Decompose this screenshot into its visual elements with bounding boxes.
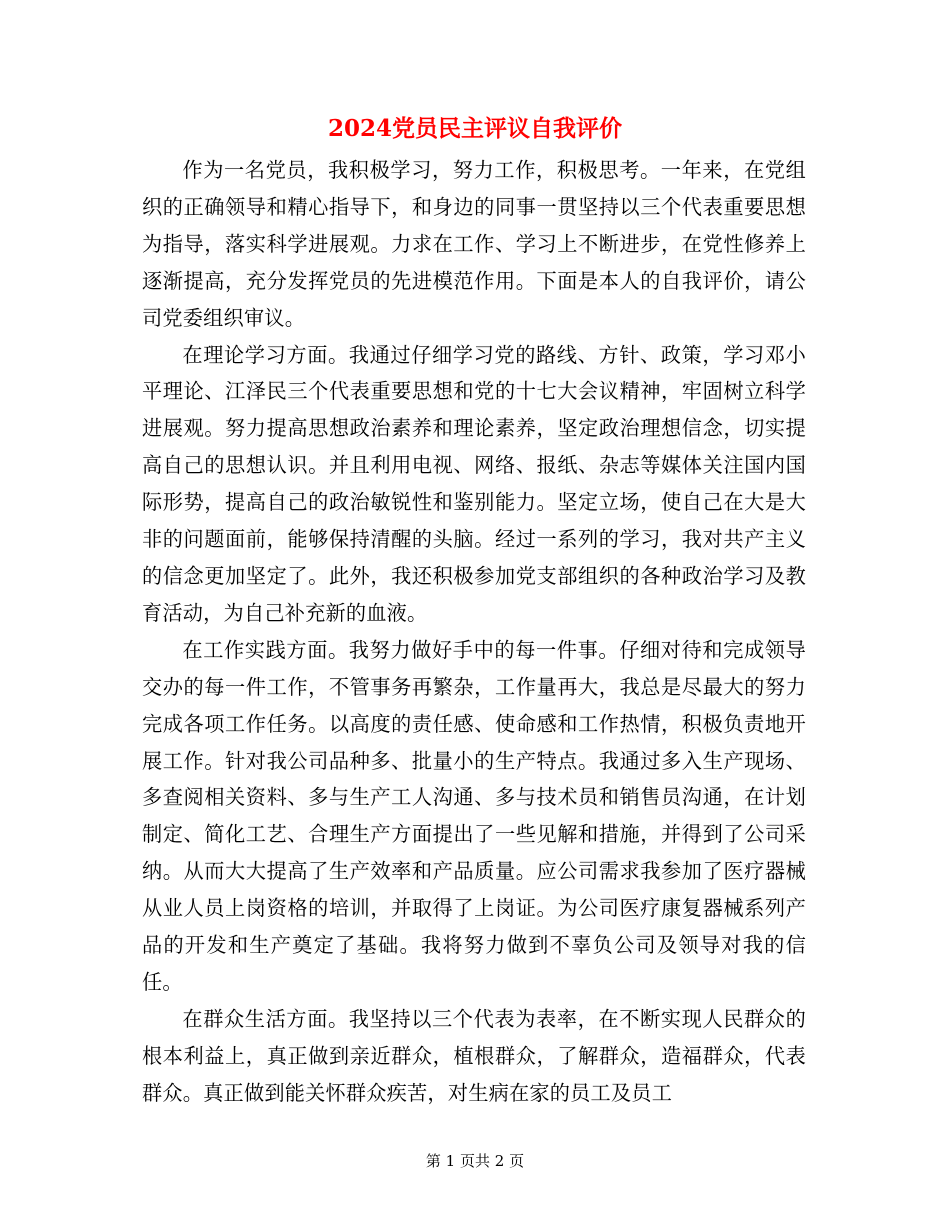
page-title: 2024党员民主评议自我评价 <box>327 115 622 142</box>
page-footer: 第 1 页共 2 页 <box>425 1152 525 1170</box>
paragraph-work-practice: 在工作实践方面。我努力做好手中的每一件事。仔细对待和完成领导交办的每一件工作，不管事务再繁杂，工作量再大，我总是尽最大的努力完成各项工作任务。以高度的责任感、使命感和工作热情，积极负责地开展工作。针对我公司品种多、批量小的生产特点。我通过多入生产现场、多查阅相关资料、多与生产工人沟通、多与技术员和销售员沟通，在计划制定、简化工艺、合理生产方面提出了一些见解和措施，并得到了公司采纳。从而大大提高了生产效率和产品质量。应公司需求我参加了医疗器械从业人员上岗资格的培训，并取得了上岗证。为公司医疗康复器械系列产品的开发和生产奠定了基础。我将努力做到不辜负公司及领导对我的信任。 <box>142 637 806 994</box>
paragraph-mass-life: 在群众生活方面。我坚持以三个代表为表率，在不断实现人民群众的根本利益上，真正做到亲近群众，植根群众，了解群众，造福群众，代表群众。真正做到能关怀群众疾苦，对生病在家的员工及员工 <box>142 1006 806 1105</box>
paragraph-intro: 作为一名党员，我积极学习，努力工作，积极思考。一年来，在党组织的正确领导和精心指导下，和身边的同事一贯坚持以三个代表重要思想为指导，落实科学进展观。力求在工作、学习上不断进步，在党性修养上逐渐提高，充分发挥党员的先进模范作用。下面是本人的自我评价，请公司党委组织审议。 <box>142 158 806 330</box>
document-body <box>142 152 806 1112</box>
paragraph-theory-study: 在理论学习方面。我通过仔细学习党的路线、方针、政策，学习邓小平理论、江泽民三个代表重要思想和党的十七大会议精神，牢固树立科学进展观。努力提高思想政治素养和理论素养，坚定政治理想信念，切实提高自己的思想认识。并且利用电视、网络、报纸、杂志等媒体关注国内国际形势，提高自己的政治敏锐性和鉴别能力。坚定立场，使自己在大是大非的问题面前，能够保持清醒的头脑。经过一系列的学习，我对共产主义的信念更加坚定了。此外，我还积极参加党支部组织的各种政治学习及教育活动，为自己补充新的血液。 <box>142 342 806 625</box>
